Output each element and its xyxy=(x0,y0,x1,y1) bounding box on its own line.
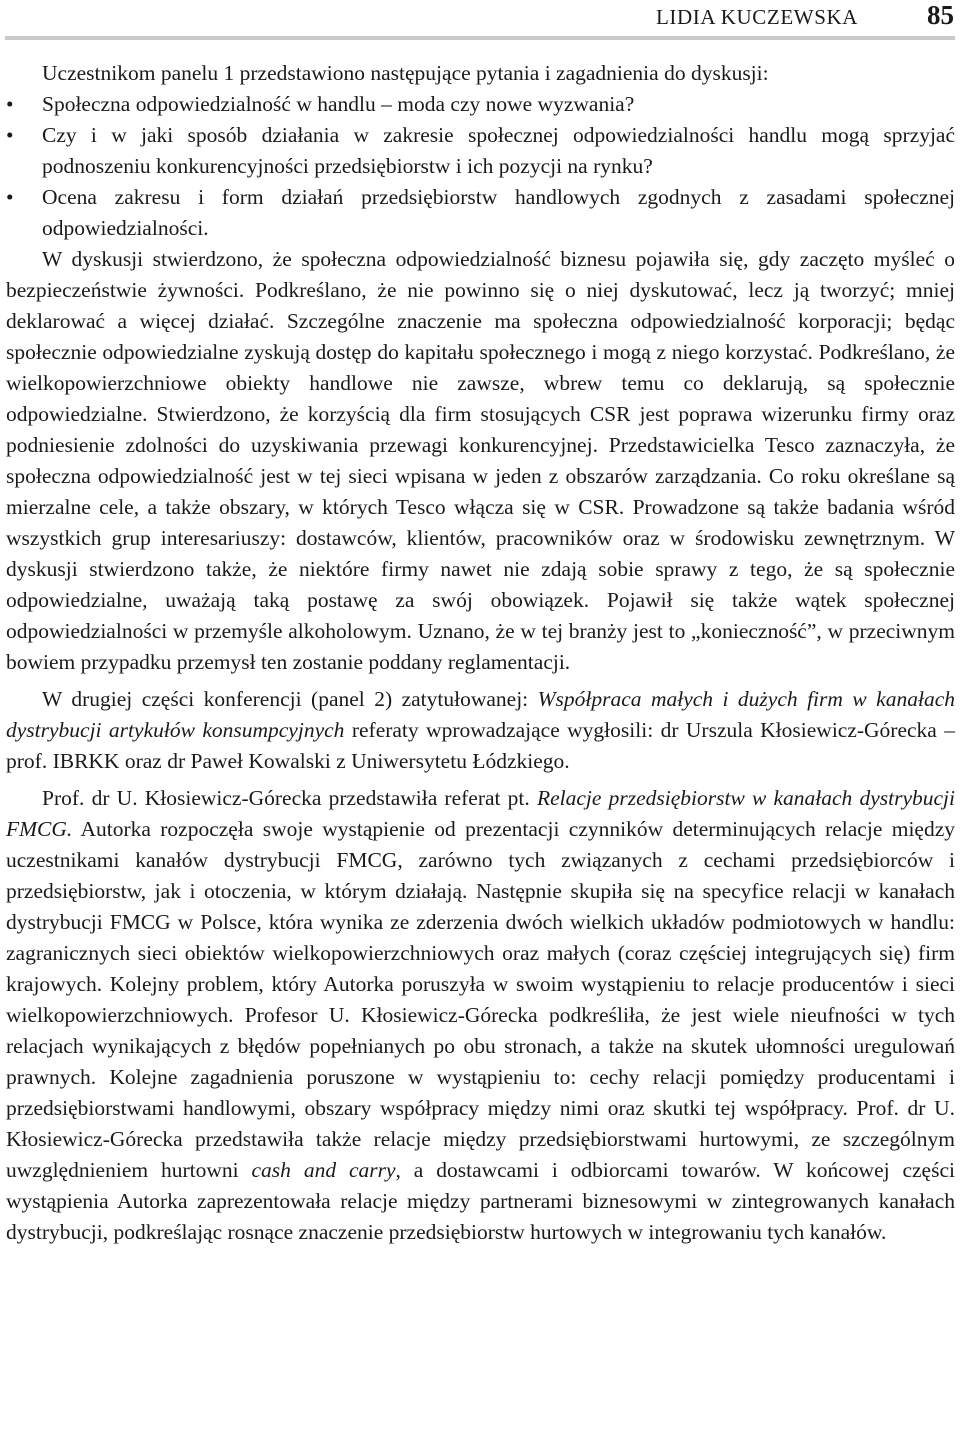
panel2-paragraph xyxy=(6,684,955,777)
intro-paragraph: Uczestnikom panelu 1 przedstawiono następujące pytania i zagadnienia do dyskusji: xyxy=(42,61,769,85)
referat-paragraph xyxy=(6,783,955,1248)
bullet-glyph: • xyxy=(6,123,14,147)
panel2-text-end: referaty wprowadzające wygłosili: dr Urszula Kłosiewicz-Górecka – prof. IBRKK oraz dr Paweł Kowalski z Uniwersytetu Łódzkiego. xyxy=(6,718,956,773)
referat-text-middle: Autorka rozpoczęła swoje wystąpienie od prezentacji czynników determinujących relacje między uczestnikami kanałów dystrybucji FMCG, zarówno tych związanych z cechami przedsiębiorców i przedsiębiorstw, jak i otoczenia, w którym działają. Następnie skupiła się na specyfice relacji w kanałach dystrybucji FMCG w Polsce, która wynika ze zderzenia dwóch wielkich układów podmiotowych w handlu: zagranicznych sieci obiektów wielkopowierzchniowych oraz małych (coraz częściej integrujących się) firm krajowych. Kolejny problem, który Autorka poruszyła w swoim wystąpieniu to relacje producentów i sieci wielkopowierzchniowych. Profesor U. Kłosiewicz-Górecka podkreśliła, że jest wiele nieufności w tych relacjach wynikających z błędów popełnianych po obu stronach, a także na skutek ułomności uregulowań prawnych. Kolejne zagadnienia poruszone w wystąpieniu to: cechy relacji pomiędzy producentami i przedsiębiorstwami handlowymi, obszary współpracy między nimi oraz skutki tej współpracy. Prof. dr U. Kłosiewicz-Górecka przedstawiła także relacje między przedsiębiorstwami hurtowymi, ze szczególnym uwzględnieniem hurtowni xyxy=(6,817,955,1182)
panel2-text-start: W drugiej części konferencji (panel 2) zatytułowanej: xyxy=(42,687,538,711)
list-item xyxy=(6,182,955,244)
list-item xyxy=(6,120,955,182)
page-body xyxy=(6,58,955,1248)
list-item-text: Ocena zakresu i form działań przedsiębiorstw handlowych zgodnych z zasadami społecznej odpowiedzialności. xyxy=(42,185,955,240)
list-item-text: Społeczna odpowiedzialność w handlu – moda czy nowe wyzwania? xyxy=(42,92,635,116)
referat-italic-term: cash and carry xyxy=(251,1158,396,1182)
referat-title: Relacje przedsiębiorstw w kanałach dystrybucji FMCG. xyxy=(6,786,955,841)
page-number: 85 xyxy=(927,0,954,30)
discussion-paragraph: W dyskusji stwierdzono, że społeczna odpowiedzialność biznesu pojawiła się, gdy zaczęto myśleć o bezpieczeństwie żywności. Podkreślano, że nie powinno się o niej dyskutować, lecz ją tworzyć; mniej deklarować a więcej działać. Szczególne znaczenie ma społeczna odpowiedzialność korporacji; będąc społecznie odpowiedzialne zyskują dostęp do kapitału społecznego i mogą z niego korzystać. Podkreślano, że wielkopowierzchniowe obiekty handlowe nie zawsze, wbrew temu co deklarują, są społecznie odpowiedzialne. Stwierdzono, że korzyścią dla firm stosujących CSR jest poprawa wizerunku firmy oraz podniesienie zdolności do uzyskiwania przewagi konkurencyjnej. Przedstawicielka Tesco zaznaczyła, że społeczna odpowiedzialność jest w tej sieci wpisana w jeden z obszarów zarządzania. Co roku określane są mierzalne cele, a także obszary, w których Tesco włącza się w CSR. Prowadzone są także badania wśród wszystkich grup interesariuszy: dostawców, klientów, pracowników oraz w środowisku zewnętrznym. W dyskusji stwierdzono także, że niektóre firmy nawet nie zdają sobie sprawy z tego, że są społecznie odpowiedzialne, uważają taką postawę za swój obowiązek. Pojawił się także wątek społecznej odpowiedzialności w przemyśle alkoholowym. Uznano, że w tej branży jest to „konieczność”, w przeciwnym bowiem przypadku przemysł ten zostanie poddany reglamentacji. xyxy=(6,247,955,674)
referat-text-start: Prof. dr U. Kłosiewicz-Górecka przedstawiła referat pt. xyxy=(42,786,537,810)
panel2-title: Współpraca małych i dużych firm w kanałach dystrybucji artykułów konsumpcyjnych xyxy=(6,687,955,742)
list-item xyxy=(6,89,955,120)
running-header xyxy=(0,0,960,44)
bullet-glyph: • xyxy=(6,92,14,116)
question-list xyxy=(6,89,955,244)
referat-text-end: , a dostawcami i odbiorcami towarów. W końcowej części wystąpienia Autorka zaprezentowała relacje między partnerami biznesowymi w zintegrowanych kanałach dystrybucji, podkreślając rosnące znaczenie przedsiębiorstw hurtowych w integrowaniu tych kanałów. xyxy=(6,1158,955,1244)
bullet-glyph: • xyxy=(6,185,14,209)
running-header-author: LIDIA KUCZEWSKA xyxy=(655,5,858,29)
list-item-text: Czy i w jaki sposób działania w zakresie społecznej odpowiedzialności handlu mogą sprzyjać podnoszeniu konkurencyjności przedsiębiorstw i ich pozycji na rynku? xyxy=(42,123,955,178)
header-rule xyxy=(5,36,955,40)
